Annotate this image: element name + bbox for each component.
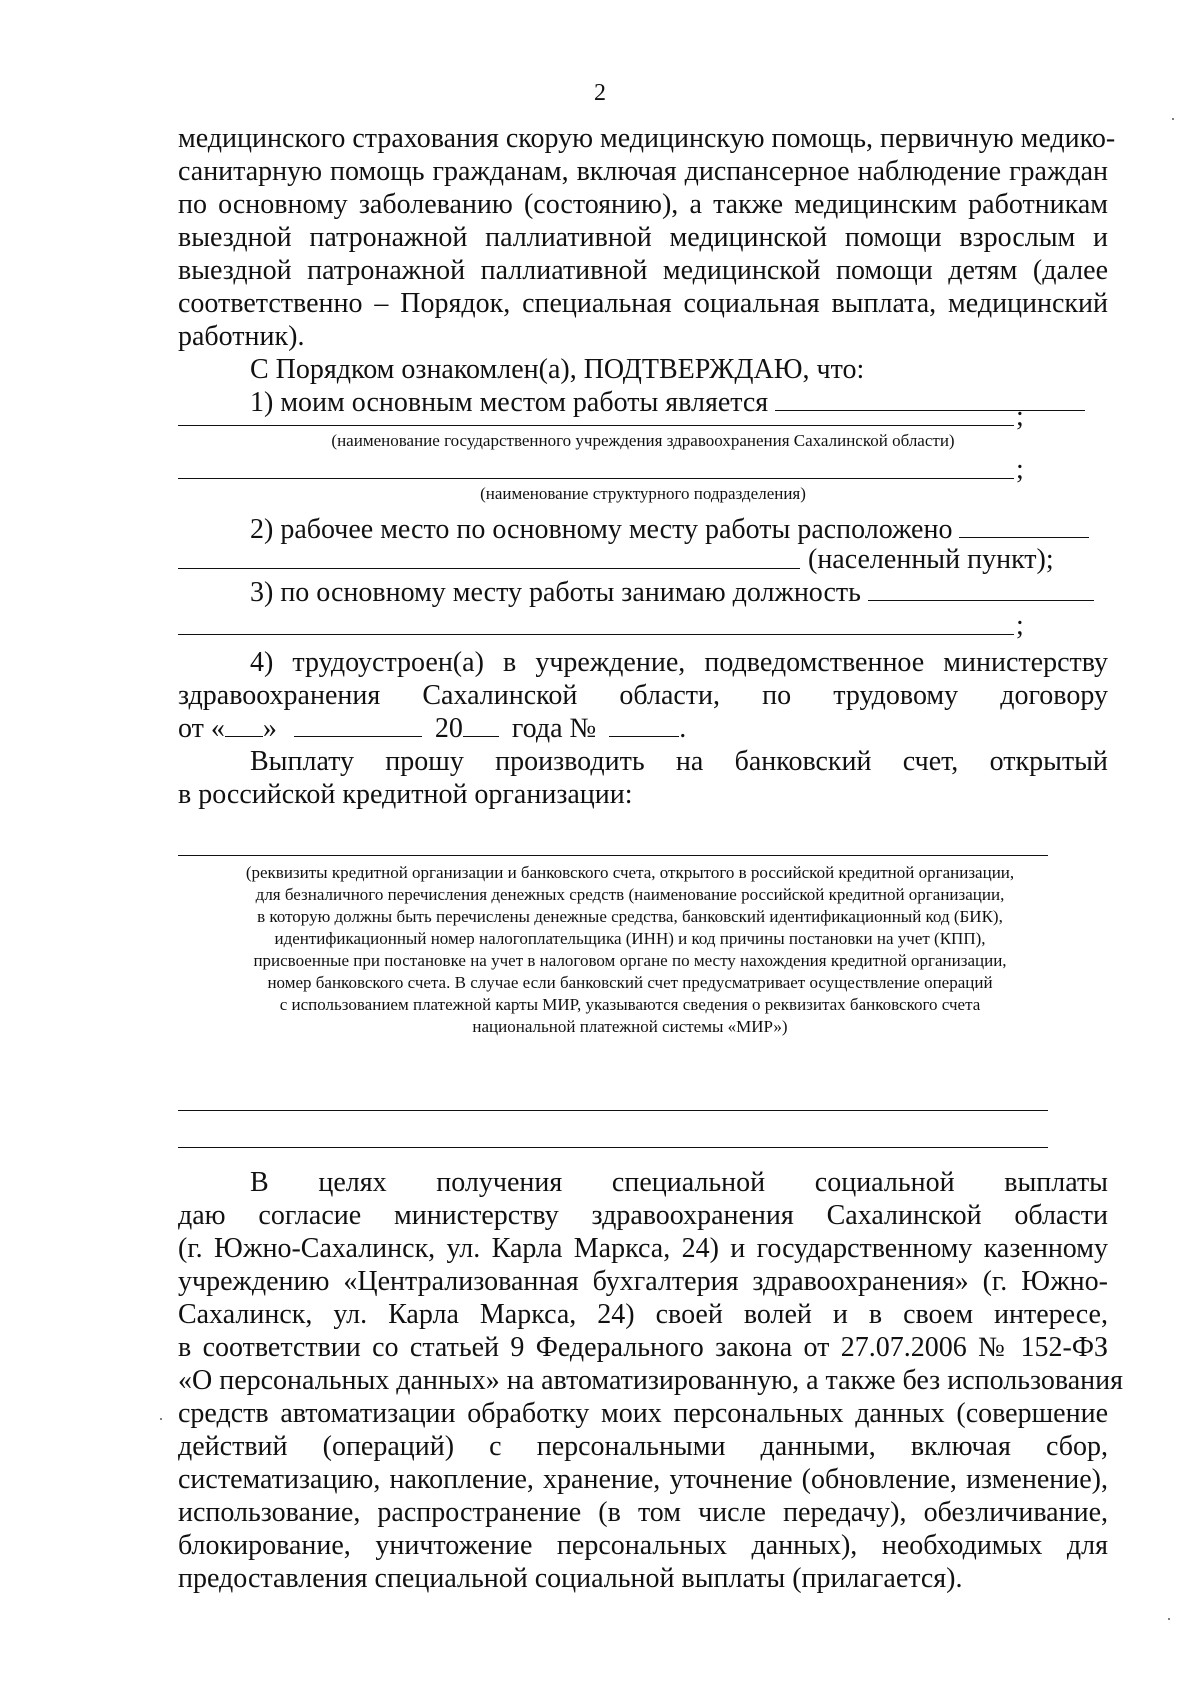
workplace-field[interactable] (775, 388, 1085, 411)
department-field[interactable] (178, 478, 1014, 479)
quote-close: » (262, 713, 277, 744)
word: здравоохранения (178, 680, 381, 711)
scan-speck (1168, 1618, 1170, 1620)
bank-caption-line: присвоенные при постановке на учет в налоговом органе по месту нахождения кредитной организации, (253, 951, 1007, 970)
bank-details-field-2[interactable] (178, 1110, 1048, 1111)
word: по (762, 680, 792, 711)
consent-line: систематизацию, накопление, хранение, уточнение (обновление, изменение), (178, 1464, 1108, 1495)
word: договору (1000, 680, 1108, 711)
institution-caption: (наименование государственного учреждения здравоохранения Сахалинской области) (331, 431, 955, 450)
semicolon: ; (1016, 454, 1024, 485)
bank-caption-line: идентификационный номер налогоплательщика (ИНН) и код причины постановки на учет (КПП), (274, 929, 986, 948)
intro-line: соответственно – Порядок, специальная социальная выплата, медицинский (178, 288, 1108, 319)
locality-suffix: (населенный пункт); (808, 544, 1054, 575)
word: открытый (989, 746, 1108, 777)
institution-field[interactable] (178, 425, 1014, 426)
bank-details-field[interactable] (178, 855, 1048, 856)
department-caption: (наименование структурного подразделения) (480, 484, 806, 503)
consent-line: В целях получения специальной социальной выплаты (250, 1167, 1108, 1198)
semicolon: ; (1016, 401, 1024, 432)
consent-line: использование, распространение (в том числе передачу), обезличивание, (178, 1497, 1108, 1528)
contract-date-line (178, 714, 1108, 744)
intro-line: выездной патронажной паллиативной медицинской помощи взрослым и (178, 222, 1108, 253)
item-3-label: 3) по основному месту работы занимаю должность (250, 577, 861, 608)
consent-line: Сахалинск, ул. Карла Маркса, 24) своей волей и в своем интересе, (178, 1299, 1108, 1330)
item-2-text (250, 515, 1110, 545)
contract-day-field[interactable] (225, 714, 263, 737)
payment-line (250, 747, 1108, 777)
consent-line: даю согласие министерству здравоохранения Сахалинской области (178, 1200, 1108, 1231)
consent-line: предоставления специальной социальной выплаты (прилагается). (178, 1563, 963, 1594)
consent-line: учреждению «Централизованная бухгалтерия здравоохранения» (г. Южно- (178, 1266, 1108, 1297)
intro-line: по основному заболеванию (состоянию), а также медицинским работникам (178, 189, 1108, 220)
locality-field[interactable] (178, 568, 800, 569)
from-label: от « (178, 713, 225, 744)
position-field[interactable] (868, 578, 1094, 601)
item-4-line (178, 681, 1108, 711)
contract-month-field[interactable] (294, 714, 422, 737)
consent-line: в соответствии со статьей 9 Федерального закона от 27.07.2006 № 152-ФЗ (178, 1332, 1108, 1363)
intro-line: работник). (178, 321, 305, 352)
position-field-line-2[interactable] (178, 634, 1014, 635)
location-field[interactable] (959, 515, 1089, 538)
scan-speck (1172, 118, 1174, 120)
intro-line: медицинского страхования скорую медицинскую помощь, первичную медико- (178, 123, 1116, 154)
intro-line: санитарную помощь гражданам, включая диспансерное наблюдение граждан (178, 156, 1108, 187)
consent-line: действий (операций) с персональными данными, включая сбор, (178, 1431, 1108, 1462)
consent-line: «О персональных данных» на автоматизированную, а также без использования (178, 1365, 1124, 1396)
bank-caption-line: национальной платежной системы «МИР») (472, 1017, 788, 1036)
bank-caption-line: номер банковского счета. В случае если банковский счет предусматривает осуществление операций (267, 973, 993, 992)
semicolon: ; (1016, 610, 1024, 641)
word: счет, (902, 746, 959, 777)
page-number: 2 (594, 80, 606, 106)
year-prefix: 20 (434, 713, 463, 744)
bank-caption-line: (реквизиты кредитной организации и банковского счета, открытого в российской кредитной организации, (245, 863, 1015, 882)
contract-number-field[interactable] (609, 714, 679, 737)
intro-line: выездной патронажной паллиативной медицинской помощи детям (далее (178, 255, 1108, 286)
item-2-label: 2) рабочее место по основному месту работы расположено (250, 514, 953, 545)
year-word: года № (511, 713, 597, 744)
contract-year-field[interactable] (463, 714, 499, 737)
bank-caption-line: в которую должны быть перечислены денежные средства, банковский идентификационный код (БИК), (257, 907, 1003, 926)
word: банковский (734, 746, 872, 777)
item-4-line: 4) трудоустроен(а) в учреждение, подведомственное министерству (250, 647, 1108, 678)
consent-line: блокирование, уничтожение персональных данных), необходимых для (178, 1530, 1108, 1561)
item-1-text (250, 388, 1110, 418)
word: Выплату (250, 746, 355, 777)
consent-line: средств автоматизации обработку моих персональных данных (совершение (178, 1398, 1108, 1429)
word: области, (619, 680, 721, 711)
word: производить (495, 746, 645, 777)
item-3-text (250, 578, 1110, 608)
scan-speck (160, 1418, 162, 1420)
payment-line: в российской кредитной организации: (178, 779, 633, 810)
word: на (675, 746, 704, 777)
bank-caption-line: с использованием платежной карты МИР, указываются сведения о реквизитах банковского счета (279, 995, 981, 1014)
bank-caption-line: для безналичного перечисления денежных средств (наименование российской кредитной организации, (255, 885, 1005, 904)
word: Сахалинской (422, 680, 578, 711)
confirm-line: С Порядком ознакомлен(а), ПОДТВЕРЖДАЮ, что: (250, 354, 865, 385)
word: прошу (385, 746, 464, 777)
item-1-label: 1) моим основным местом работы является (250, 387, 769, 418)
end-dot: . (679, 713, 687, 744)
bank-details-field-3[interactable] (178, 1147, 1048, 1148)
word: трудовому (833, 680, 959, 711)
consent-line: (г. Южно-Сахалинск, ул. Карла Маркса, 24) и государственному казенному (178, 1233, 1108, 1264)
